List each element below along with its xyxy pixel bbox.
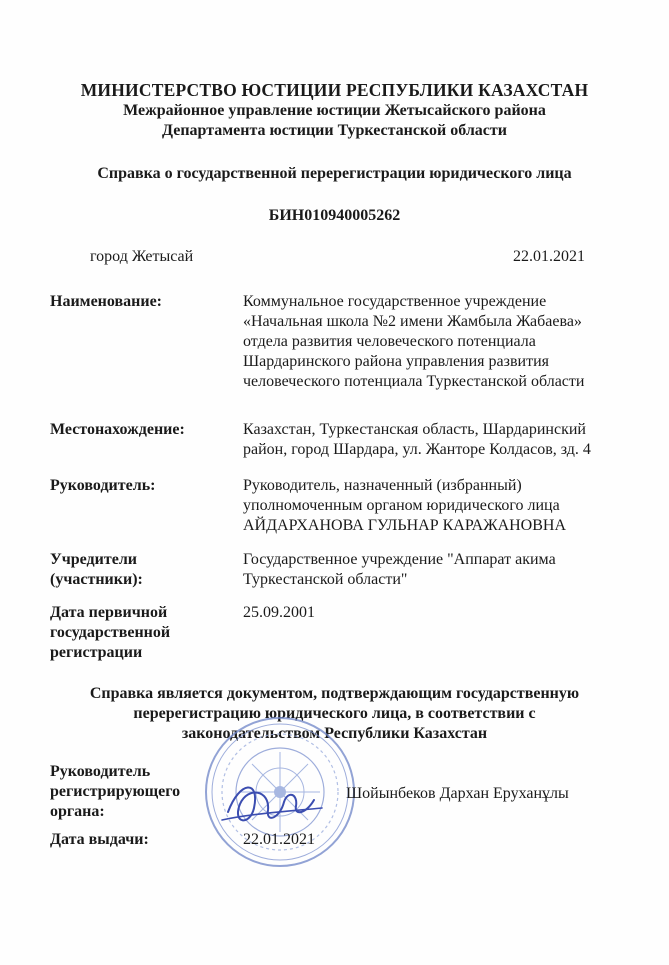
name-line: Шардаринского района управления развития [243, 353, 549, 370]
registrar-label-line: Руководитель [50, 763, 151, 780]
name-label: Наименование: [50, 293, 162, 310]
location-line: Казахстан, Туркестанская область, Шардаринский [243, 421, 586, 438]
founders-label-line: Учредители [50, 551, 138, 568]
registrar-label-line: регистрирующего [50, 783, 181, 800]
place-of-issue: город Жетысай [90, 248, 194, 265]
issue-date-value: 22.01.2021 [243, 831, 315, 848]
statement-line: Справка является документом, подтверждающим государственную [89, 685, 580, 702]
handwritten-signature-icon [210, 760, 330, 840]
first-registration-label-line: Дата первичной [50, 604, 168, 621]
founders-label-line: (участники): [50, 571, 143, 588]
department-line-1: Межрайонное управление юстиции Жетысайского района [123, 102, 546, 119]
registrar-head-label [50, 762, 180, 822]
name-line: Коммунальное государственное учреждение [243, 293, 547, 310]
bin-number: БИН010940005262 [268, 207, 401, 224]
first-registration-date: 25.09.2001 [243, 604, 315, 621]
issue-date-label: Дата выдачи: [50, 831, 149, 848]
statement-line: законодательством Республики Казахстан [181, 725, 488, 742]
certificate-title: Справка о государственной перерегистрации юридического лица [97, 165, 572, 182]
department-line-2: Департамента юстиции Туркестанской области [162, 122, 507, 139]
registrar-label-line: органа: [50, 803, 105, 820]
signer-name: Шойынбеков Дархан Еруханұлы [346, 785, 569, 802]
statement-line: перерегистрацию юридического лица, в соответствии с [133, 705, 536, 722]
first-registration-label [50, 603, 170, 663]
founders-line: Государственное учреждение "Аппарат акима [243, 551, 556, 568]
location-label: Местонахождение: [50, 421, 185, 438]
name-line: «Начальная школа №2 имени Жамбыла Жабаева» [243, 313, 582, 330]
name-line: отдела развития человеческого потенциала [243, 333, 536, 350]
first-registration-label-line: государственной [50, 624, 171, 641]
head-name: АЙДАРХАНОВА ГУЛЬНАР КАРАЖАНОВНА [243, 517, 567, 534]
location-value [243, 420, 628, 460]
head-label: Руководитель: [50, 477, 156, 494]
founders-line: Туркестанской области" [243, 571, 408, 588]
issue-date-top: 22.01.2021 [513, 248, 585, 265]
name-line: человеческого потенциала Туркестанской области [243, 373, 585, 390]
location-line: район, город Шардара, ул. Жанторе Колдасов, зд. 4 [243, 441, 591, 458]
head-line: уполномоченным органом юридического лица [243, 497, 560, 514]
head-line: Руководитель, назначенный (избранный) [243, 477, 522, 494]
name-value [243, 292, 628, 392]
founders-label [50, 550, 143, 590]
head-value [243, 476, 628, 536]
ministry-title: МИНИСТЕРСТВО ЮСТИЦИИ РЕСПУБЛИКИ КАЗАХСТАН [80, 80, 589, 100]
first-registration-label-line: регистрации [50, 644, 143, 661]
founders-value [243, 550, 628, 590]
